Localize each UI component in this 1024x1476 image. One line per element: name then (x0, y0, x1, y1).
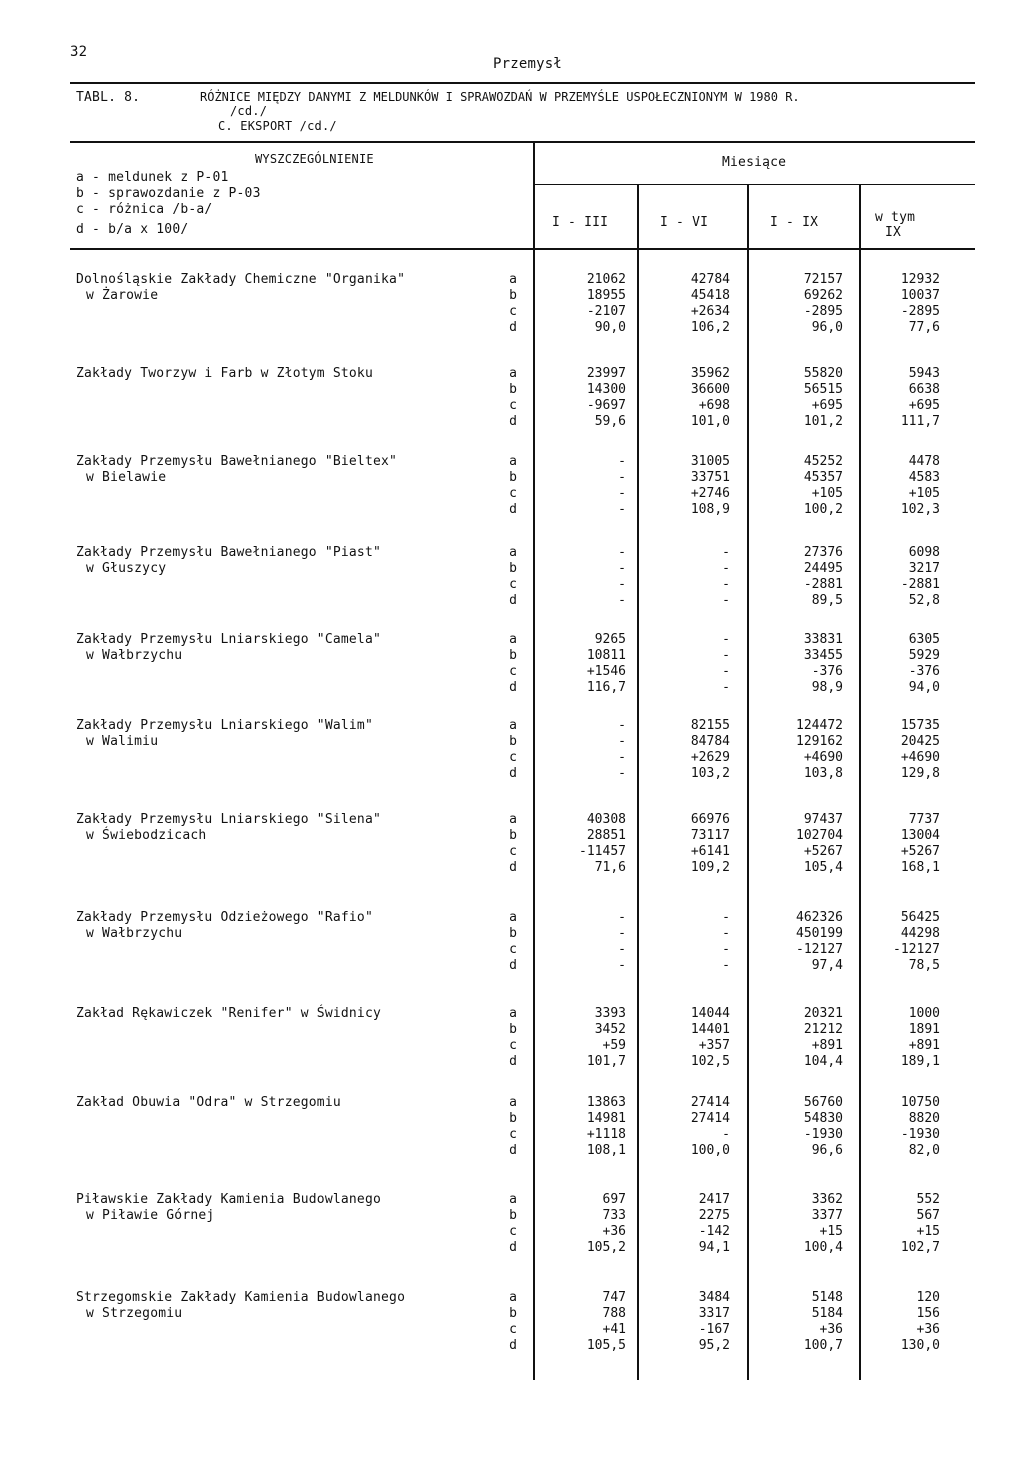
legend-a: a - meldunek z P-01 (76, 170, 229, 185)
table-cell: +15 (916, 1224, 940, 1239)
table-cell: 21062 (586, 272, 626, 287)
table-cell: - (722, 910, 730, 925)
table-cell: +2629 (690, 750, 730, 765)
table-cell: 102,7 (900, 1240, 940, 1255)
table-cell: 98,9 (811, 680, 843, 695)
table-cell: 4583 (908, 470, 940, 485)
column-header-1: I - III (552, 215, 609, 230)
table-cell: - (618, 454, 626, 469)
table-cell: 21212 (803, 1022, 843, 1037)
table-cell: +15 (819, 1224, 843, 1239)
row-code: a (509, 1290, 517, 1305)
table-cell: 5148 (811, 1290, 843, 1305)
row-code: b (509, 734, 517, 749)
row-code: d (509, 1338, 517, 1353)
table-cell: 94,0 (908, 680, 940, 695)
table-cell: 3377 (811, 1208, 843, 1223)
table-cell: 54830 (803, 1111, 843, 1126)
table-cell: 55820 (803, 366, 843, 381)
table-cell: 100,4 (803, 1240, 843, 1255)
table-cell: 40308 (586, 812, 626, 827)
table-cell: 102,5 (690, 1054, 730, 1069)
table-cell: - (722, 577, 730, 592)
table-cell: 89,5 (811, 593, 843, 608)
enterprise-location: w Wałbrzychu (86, 926, 183, 941)
row-code: d (509, 414, 517, 429)
table-cell: 33751 (690, 470, 730, 485)
table-cell: 6098 (908, 545, 940, 560)
table-cell: 3317 (698, 1306, 730, 1321)
table-cell: 105,2 (586, 1240, 626, 1255)
table-cell: 100,7 (803, 1338, 843, 1353)
enterprise-name: Zakład Rękawiczek "Renifer" w Świdnicy (76, 1006, 382, 1021)
table-cell: -2107 (586, 304, 626, 319)
table-cell: +105 (908, 486, 940, 501)
table-cell: 567 (916, 1208, 940, 1223)
table-cell: 82155 (690, 718, 730, 733)
enterprise-name: Piławskie Zakłady Kamienia Budowlanego (76, 1192, 382, 1207)
table-cell: -167 (698, 1322, 730, 1337)
table-cell: -2881 (803, 577, 843, 592)
header-divider-col1 (637, 185, 639, 1380)
row-code: a (509, 545, 517, 560)
row-code: b (509, 470, 517, 485)
top-rule (70, 82, 975, 84)
row-code: d (509, 1143, 517, 1158)
row-code: a (509, 454, 517, 469)
table-cell: +2634 (690, 304, 730, 319)
table-cell: 27414 (690, 1095, 730, 1110)
table-cell: - (618, 750, 626, 765)
table-cell: - (618, 910, 626, 925)
table-cell: 747 (602, 1290, 626, 1305)
table-cell: +357 (698, 1038, 730, 1053)
table-cell: +36 (916, 1322, 940, 1337)
row-code: c (509, 750, 517, 765)
table-cell: 69262 (803, 288, 843, 303)
table-cell: -142 (698, 1224, 730, 1239)
table-cell: 4478 (908, 454, 940, 469)
table-cell: -376 (908, 664, 940, 679)
table-cell: - (618, 561, 626, 576)
enterprise-name: Zakłady Przemysłu Lniarskiego "Walim" (76, 718, 373, 733)
table-cell: 450199 (796, 926, 843, 941)
table-cell: 697 (602, 1192, 626, 1207)
header-divider-legend (533, 142, 535, 1380)
table-cell: 3362 (811, 1192, 843, 1207)
table-cell: 71,6 (594, 860, 626, 875)
table-cell: -2881 (900, 577, 940, 592)
table-cell: 7737 (908, 812, 940, 827)
table-cell: 156 (916, 1306, 940, 1321)
table-cell: 20321 (803, 1006, 843, 1021)
table-cell: 2417 (698, 1192, 730, 1207)
row-code: c (509, 1038, 517, 1053)
row-code: c (509, 577, 517, 592)
table-cell: 168,1 (900, 860, 940, 875)
table-cell: - (722, 593, 730, 608)
row-code: b (509, 1208, 517, 1223)
enterprise-name: Zakłady Przemysłu Odzieżowego "Rafio" (76, 910, 373, 925)
table-cell: 13863 (586, 1095, 626, 1110)
table-cell: +5267 (803, 844, 843, 859)
table-cell: +36 (602, 1224, 626, 1239)
table-cell: 5184 (811, 1306, 843, 1321)
table-cell: -11457 (579, 844, 626, 859)
table-cell: 24495 (803, 561, 843, 576)
table-cell: 13004 (900, 828, 940, 843)
table-title-cont: /cd./ (230, 104, 268, 118)
table-cell: +4690 (900, 750, 940, 765)
table-cell: 14300 (586, 382, 626, 397)
row-code: b (509, 828, 517, 843)
enterprise-name: Zakłady Przemysłu Bawełnianego "Bieltex" (76, 454, 398, 469)
enterprise-location: w Świebodzicach (86, 828, 207, 843)
table-cell: - (722, 958, 730, 973)
row-code: d (509, 860, 517, 875)
table-cell: 97,4 (811, 958, 843, 973)
table-cell: - (618, 577, 626, 592)
table-cell: 56760 (803, 1095, 843, 1110)
table-cell: 27376 (803, 545, 843, 560)
table-cell: 105,4 (803, 860, 843, 875)
table-cell: 96,0 (811, 320, 843, 335)
table-cell: +891 (908, 1038, 940, 1053)
table-cell: +695 (908, 398, 940, 413)
enterprise-name: Zakład Obuwia "Odra" w Strzegomiu (76, 1095, 341, 1110)
table-cell: 102,3 (900, 502, 940, 517)
enterprise-location: w Piławie Górnej (86, 1208, 215, 1223)
table-cell: +36 (819, 1322, 843, 1337)
row-code: c (509, 304, 517, 319)
table-cell: 1000 (908, 1006, 940, 1021)
table-cell: 116,7 (586, 680, 626, 695)
table-cell: 10750 (900, 1095, 940, 1110)
enterprise-name: Strzegomskie Zakłady Kamienia Budowlanego (76, 1290, 406, 1305)
table-cell: 8820 (908, 1111, 940, 1126)
table-cell: +59 (602, 1038, 626, 1053)
table-cell: 2275 (698, 1208, 730, 1223)
table-cell: -2895 (900, 304, 940, 319)
header-bottom-rule (70, 248, 975, 250)
table-cell: 104,4 (803, 1054, 843, 1069)
table-cell: 42784 (690, 272, 730, 287)
row-code: c (509, 398, 517, 413)
table-cell: 20425 (900, 734, 940, 749)
months-title: Miesiące (722, 155, 787, 170)
column-header-4-line1: w tym (875, 210, 916, 225)
row-code: c (509, 844, 517, 859)
table-cell: - (722, 632, 730, 647)
row-code: b (509, 1306, 517, 1321)
table-cell: - (618, 766, 626, 781)
table-cell: -12127 (796, 942, 843, 957)
row-code: c (509, 486, 517, 501)
table-cell: 12932 (900, 272, 940, 287)
enterprise-location: w Walimiu (86, 734, 159, 749)
table-subtitle: C. EKSPORT /cd./ (218, 119, 337, 133)
table-cell: 3484 (698, 1290, 730, 1305)
table-cell: - (618, 942, 626, 957)
table-cell: 6638 (908, 382, 940, 397)
legend-c: c - różnica /b-a/ (76, 202, 213, 217)
table-cell: 28851 (586, 828, 626, 843)
row-code: a (509, 1095, 517, 1110)
table-cell: 788 (602, 1306, 626, 1321)
enterprise-location: w Strzegomiu (86, 1306, 183, 1321)
table-cell: 15735 (900, 718, 940, 733)
table-cell: 10037 (900, 288, 940, 303)
row-code: d (509, 958, 517, 973)
table-label: TABL. 8. (76, 90, 141, 105)
table-cell: 72157 (803, 272, 843, 287)
table-cell: 101,0 (690, 414, 730, 429)
row-code: a (509, 718, 517, 733)
table-cell: 82,0 (908, 1143, 940, 1158)
table-cell: 35962 (690, 366, 730, 381)
table-cell: 23997 (586, 366, 626, 381)
table-cell: 84784 (690, 734, 730, 749)
row-code: b (509, 382, 517, 397)
table-cell: +891 (811, 1038, 843, 1053)
row-code: c (509, 1322, 517, 1337)
table-cell: 552 (916, 1192, 940, 1207)
enterprise-location: w Bielawie (86, 470, 167, 485)
table-cell: +6141 (690, 844, 730, 859)
table-cell: 108,9 (690, 502, 730, 517)
row-code: b (509, 288, 517, 303)
table-cell: 106,2 (690, 320, 730, 335)
table-cell: 733 (602, 1208, 626, 1223)
header-divider-col2 (747, 185, 749, 1380)
table-cell: 10811 (586, 648, 626, 663)
table-cell: +105 (811, 486, 843, 501)
row-code: c (509, 942, 517, 957)
table-cell: - (618, 545, 626, 560)
row-code: d (509, 1240, 517, 1255)
row-code: b (509, 561, 517, 576)
row-code: a (509, 1192, 517, 1207)
table-cell: - (722, 926, 730, 941)
table-cell: 5929 (908, 648, 940, 663)
table-cell: 6305 (908, 632, 940, 647)
row-code: a (509, 272, 517, 287)
table-cell: -2895 (803, 304, 843, 319)
row-code: d (509, 766, 517, 781)
table-cell: 66976 (690, 812, 730, 827)
table-cell: 129,8 (900, 766, 940, 781)
table-cell: 45357 (803, 470, 843, 485)
table-cell: 3393 (594, 1006, 626, 1021)
row-code: a (509, 632, 517, 647)
table-cell: 97437 (803, 812, 843, 827)
table-cell: +698 (698, 398, 730, 413)
table-cell: - (618, 470, 626, 485)
table-cell: 45252 (803, 454, 843, 469)
table-cell: 124472 (796, 718, 843, 733)
row-code: c (509, 1224, 517, 1239)
header-rule (70, 141, 975, 143)
table-cell: - (618, 734, 626, 749)
table-cell: 5943 (908, 366, 940, 381)
table-title: RÓŻNICE MIĘDZY DANYMI Z MELDUNKÓW I SPRAWOZDAŃ W PRZEMYŚLE USPOŁECZNIONYM W 1980 R. (200, 90, 800, 104)
row-code: a (509, 366, 517, 381)
table-cell: 14401 (690, 1022, 730, 1037)
months-rule (534, 184, 975, 185)
table-cell: 129162 (796, 734, 843, 749)
table-cell: -376 (811, 664, 843, 679)
row-code: b (509, 1111, 517, 1126)
table-cell: 100,2 (803, 502, 843, 517)
table-cell: - (722, 942, 730, 957)
column-header-3: I - IX (770, 215, 819, 230)
row-code: d (509, 320, 517, 335)
row-code: b (509, 926, 517, 941)
row-code: b (509, 648, 517, 663)
table-cell: 111,7 (900, 414, 940, 429)
table-cell: 103,8 (803, 766, 843, 781)
table-cell: 3217 (908, 561, 940, 576)
enterprise-name: Dolnośląskie Zakłady Chemiczne "Organika" (76, 272, 406, 287)
row-code: d (509, 1054, 517, 1069)
table-cell: -1930 (900, 1127, 940, 1142)
table-cell: - (618, 502, 626, 517)
table-cell: +4690 (803, 750, 843, 765)
table-cell: - (618, 486, 626, 501)
table-cell: +5267 (900, 844, 940, 859)
column-header-2: I - VI (660, 215, 709, 230)
row-code: a (509, 910, 517, 925)
table-cell: 103,2 (690, 766, 730, 781)
table-cell: 44298 (900, 926, 940, 941)
table-cell: 90,0 (594, 320, 626, 335)
table-cell: - (618, 958, 626, 973)
table-cell: 109,2 (690, 860, 730, 875)
table-cell: 100,0 (690, 1143, 730, 1158)
table-cell: 56515 (803, 382, 843, 397)
row-code: c (509, 664, 517, 679)
table-cell: 77,6 (908, 320, 940, 335)
table-cell: 59,6 (594, 414, 626, 429)
table-cell: +41 (602, 1322, 626, 1337)
table-cell: 78,5 (908, 958, 940, 973)
table-cell: 27414 (690, 1111, 730, 1126)
table-cell: 14044 (690, 1006, 730, 1021)
enterprise-name: Zakłady Przemysłu Lniarskiego "Silena" (76, 812, 382, 827)
table-cell: - (722, 648, 730, 663)
table-cell: 96,6 (811, 1143, 843, 1158)
enterprise-location: w Wałbrzychu (86, 648, 183, 663)
table-cell: 9265 (594, 632, 626, 647)
column-header-4-line2: IX (885, 225, 902, 240)
enterprise-name: Zakłady Tworzyw i Farb w Złotym Stoku (76, 366, 373, 381)
table-cell: 101,2 (803, 414, 843, 429)
table-cell: 18955 (586, 288, 626, 303)
table-cell: -12127 (893, 942, 940, 957)
table-cell: 52,8 (908, 593, 940, 608)
enterprise-name: Zakłady Przemysłu Bawełnianego "Piast" (76, 545, 382, 560)
table-cell: 108,1 (586, 1143, 626, 1158)
table-cell: - (722, 545, 730, 560)
row-code: d (509, 680, 517, 695)
table-cell: 462326 (796, 910, 843, 925)
running-title: Przemysł (493, 56, 563, 72)
table-cell: 94,1 (698, 1240, 730, 1255)
table-cell: 45418 (690, 288, 730, 303)
table-cell: +1546 (586, 664, 626, 679)
row-code: b (509, 1022, 517, 1037)
table-cell: 36600 (690, 382, 730, 397)
table-cell: 73117 (690, 828, 730, 843)
enterprise-name: Zakłady Przemysłu Lniarskiego "Camela" (76, 632, 382, 647)
table-cell: 95,2 (698, 1338, 730, 1353)
row-code: d (509, 593, 517, 608)
table-cell: +2746 (690, 486, 730, 501)
row-code: c (509, 1127, 517, 1142)
row-code: a (509, 1006, 517, 1021)
table-cell: - (618, 593, 626, 608)
table-cell: 1891 (908, 1022, 940, 1037)
row-code: a (509, 812, 517, 827)
table-cell: - (618, 926, 626, 941)
table-cell: 105,5 (586, 1338, 626, 1353)
table-cell: 14981 (586, 1111, 626, 1126)
table-cell: 33455 (803, 648, 843, 663)
table-cell: - (722, 561, 730, 576)
table-cell: -9697 (586, 398, 626, 413)
table-cell: - (722, 1127, 730, 1142)
page-number: 32 (70, 44, 88, 60)
table-cell: +695 (811, 398, 843, 413)
row-code: d (509, 502, 517, 517)
legend-d: d - b/a x 100/ (76, 222, 189, 237)
table-cell: 101,7 (586, 1054, 626, 1069)
table-cell: - (722, 680, 730, 695)
table-cell: 3452 (594, 1022, 626, 1037)
table-cell: +1118 (586, 1127, 626, 1142)
enterprise-location: w Głuszycy (86, 561, 167, 576)
enterprise-location: w Żarowie (86, 288, 159, 303)
table-cell: 33831 (803, 632, 843, 647)
table-cell: 120 (916, 1290, 940, 1305)
legend-title: WYSZCZEGÓLNIENIE (255, 152, 374, 166)
header-divider-col3 (859, 185, 861, 1380)
legend-b: b - sprawozdanie z P-03 (76, 186, 261, 201)
table-cell: -1930 (803, 1127, 843, 1142)
table-cell: 102704 (796, 828, 843, 843)
table-cell: - (618, 718, 626, 733)
table-cell: 189,1 (900, 1054, 940, 1069)
table-cell: 130,0 (900, 1338, 940, 1353)
table-cell: 56425 (900, 910, 940, 925)
table-cell: 31005 (690, 454, 730, 469)
table-cell: - (722, 664, 730, 679)
